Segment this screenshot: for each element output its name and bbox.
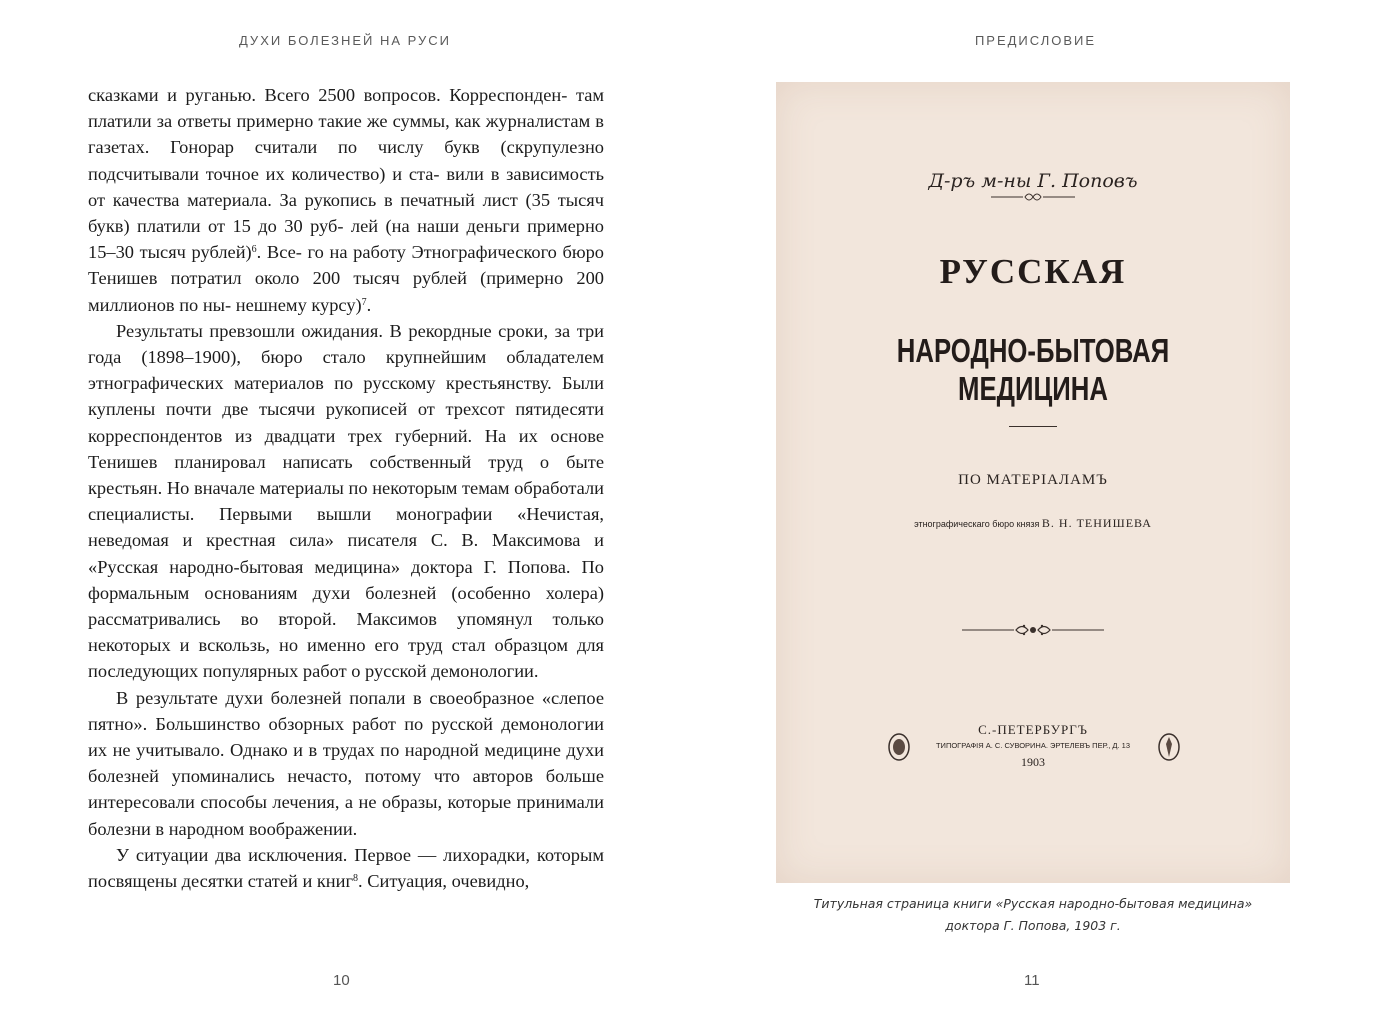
body-text (88, 82, 604, 894)
line: в печатный лист (35 тысяч букв) платили от 15 до 30 руб- (88, 189, 604, 237)
paragraph-1 (88, 82, 604, 318)
line: журналистам в газетах. Гонорар считали по числу букв (88, 111, 604, 158)
title-page-image (776, 82, 1290, 883)
book-subtitle2 (776, 516, 1290, 531)
ornament-divider-icon (962, 622, 1104, 638)
caption-line1: Титульная страница книги «Русская народно-бытовая медицина» (813, 896, 1253, 911)
line: . (366, 294, 372, 315)
emblem-right-icon (1158, 732, 1180, 762)
page-number-left: 10 (333, 972, 350, 989)
book-title-line1: РУССКАЯ (939, 252, 1127, 291)
paragraph-4-text: У ситуации два исключения. Первое — лихорадки, которым посвящены десятки статей и книг (88, 844, 604, 892)
footnote-ref-7[interactable]: 7 (361, 296, 367, 308)
line: там платили за ответы примерно такие же суммы, как (88, 85, 604, 132)
figure-caption (776, 893, 1290, 937)
paragraph-4-text-end: . Ситуация, очевидно, (358, 871, 530, 892)
book-subtitle1: ПО МАТЕРІАЛАМЪ (958, 472, 1108, 488)
book-subtitle2-small: этнографическаго бюро князя (914, 519, 1040, 529)
printer-line: ТИПОГРАФІЯ А. С. СУВОРИНА. ЭРТЕЛЕВЪ ПЕР., Д. 13 (935, 741, 1131, 750)
right-page (690, 0, 1381, 1033)
running-head-left: ДУХИ БОЛЕЗНЕЙ НА РУСИ (238, 33, 451, 48)
paragraph-4 (88, 842, 604, 894)
book-author: Д-ръ м-ны Г. Поповъ (928, 170, 1138, 192)
running-head-right: ПРЕДИСЛОВИЕ (974, 33, 1097, 48)
small-ornament-icon (991, 190, 1075, 204)
caption-line2: доктора Г. Попова, 1903 г. (945, 918, 1121, 933)
left-page (0, 0, 690, 1033)
book-title-line2: НАРОДНО-БЫТОВАЯ МЕДИЦИНА (896, 332, 1170, 407)
footnote-ref-8[interactable]: 8 (353, 873, 359, 885)
publication-city: С.-ПЕТЕРБУРГЪ (978, 722, 1088, 737)
line: . Все- (256, 242, 302, 263)
paragraph-3: В результате духи болезней попали в своеобразное «слепое пятно». Большинство обзорных работ по русской демонологии их не учитывало. Однако и в трудах по народной медицине духи болезней упоминались нечасто, потому что авторов больше интересовали способы лечения, а не образы, которые принимали болезни в народном воображении. (88, 687, 604, 839)
line: вили в зависимость от качества материала. За рукопись (88, 163, 604, 210)
line: (скрупулезно подсчитывали точное их количество) и ста- (88, 137, 604, 184)
line: нешнему курсу) (235, 294, 362, 315)
line: около 200 тысяч рублей (примерно 200 миллионов по ны- (88, 268, 604, 315)
line: сказками и руганью. Всего 2500 вопросов. Корреспонден- (88, 85, 568, 105)
divider-rule (1009, 426, 1057, 427)
line: го на работу Этнографического бюро Тенишев потратил (88, 242, 604, 289)
book-subtitle2-name: В. Н. ТЕНИШЕВА (1041, 516, 1152, 530)
paragraph-2: Результаты превзошли ожидания. В рекордные сроки, за три года (1898–1900), бюро стало крупнейшим обладателем этнографических материалов по русскому крестьянству. Были куплены почти две тысячи рукописей от трехсот пятидесяти корреспондентов из двадцати трех губерний. На их основе Тенишев планировал написать собственный труд о быте крестьян. Но вначале материалы по некоторым темам обработали специалисты. Первыми вышли монографии «Нечистая, неведомая и крестная сила» писателя С. В. Максимова и «Русская народно-бытовая медицина» доктора Г. Попова. По формальным основаниям духи болезней (особенно холера) рассматривались во второй. Максимов упомянул только некоторых и вскользь, но именно его труд стал образцом для последующих популярных работ о русской демонологии. (88, 320, 604, 682)
page-number-right: 11 (1024, 972, 1040, 989)
line: лей (на наши деньги примерно 15–30 тысяч рублей) (88, 216, 604, 263)
footnote-ref-6[interactable]: 6 (251, 244, 257, 256)
publication-year: 1903 (1021, 755, 1045, 769)
